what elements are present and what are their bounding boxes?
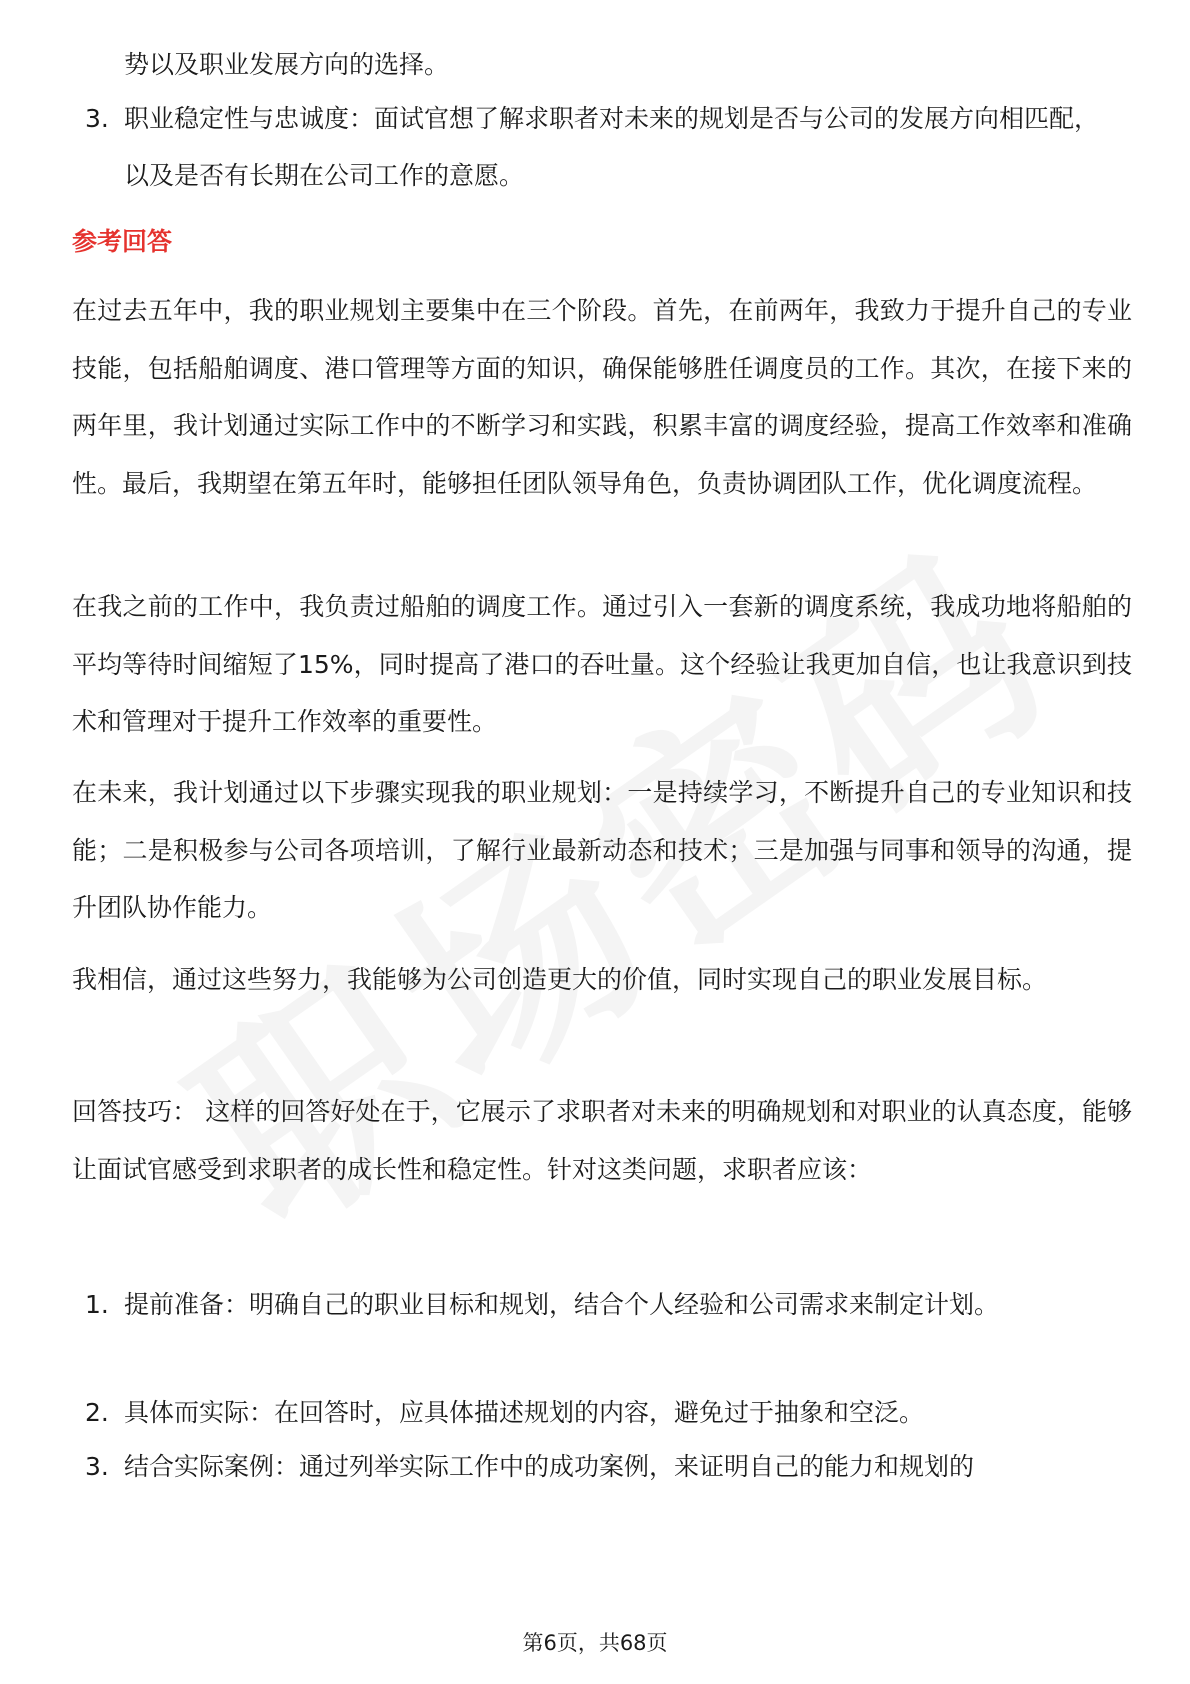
paragraph: 我相信，通过这些努力，我能够为公司创造更大的价值，同时实现自己的职业发展目标。 — [72, 965, 1048, 994]
list-number: 3. — [85, 104, 109, 133]
list-text: 职业稳定性与忠诚度：面试官想了解求职者对未来的规划是否与公司的发展方向相匹配，以及是否有长期在公司工作的意愿。 — [124, 104, 1100, 190]
list-number: 3. — [85, 1452, 109, 1481]
paragraph: 回答技巧： 这样的回答好处在于，它展示了求职者对未来的明确规划和对职业的认真态度，能够让面试官感受到求职者的成长性和稳定性。针对这类问题，求职者应该： — [72, 1097, 1132, 1184]
page-footer: 第6页，共68页 — [522, 1631, 668, 1655]
list-item-continuation: 势以及职业发展方向的选择。 — [124, 50, 450, 79]
paragraph: 在我之前的工作中，我负责过船舶的调度工作。通过引入一套新的调度系统，我成功地将船舶的平均等待时间缩短了15%，同时提高了港口的吞吐量。这个经验让我更加自信，也让我意识到技术和管理对于提升工作效率的重要性。 — [72, 592, 1132, 736]
paragraph: 在未来，我计划通过以下步骤实现我的职业规划：一是持续学习，不断提升自己的专业知识和技能；二是积极参与公司各项培训，了解行业最新动态和技术；三是加强与同事和领导的沟通，提升团队协作能力。 — [72, 778, 1132, 922]
list-text: 结合实际案例：通过列举实际工作中的成功案例，来证明自己的能力和规划的 — [124, 1452, 975, 1481]
list-text: 具体而实际：在回答时，应具体描述规划的内容，避免过于抽象和空泛。 — [124, 1398, 925, 1427]
list-number: 1. — [85, 1290, 109, 1319]
list-number: 2. — [85, 1398, 109, 1427]
paragraph: 在过去五年中，我的职业规划主要集中在三个阶段。首先，在前两年，我致力于提升自己的专业技能，包括船舶调度、港口管理等方面的知识，确保能够胜任调度员的工作。其次，在接下来的两年里，我计划通过实际工作中的不断学习和实践，积累丰富的调度经验，提高工作效率和准确性。最后，我期望在第五年时，能够担任团队领导角色，负责协调团队工作，优化调度流程。 — [72, 296, 1132, 498]
section-heading: 参考回答 — [72, 227, 173, 256]
list-text: 提前准备：明确自己的职业目标和规划，结合个人经验和公司需求来制定计划。 — [124, 1290, 1000, 1319]
